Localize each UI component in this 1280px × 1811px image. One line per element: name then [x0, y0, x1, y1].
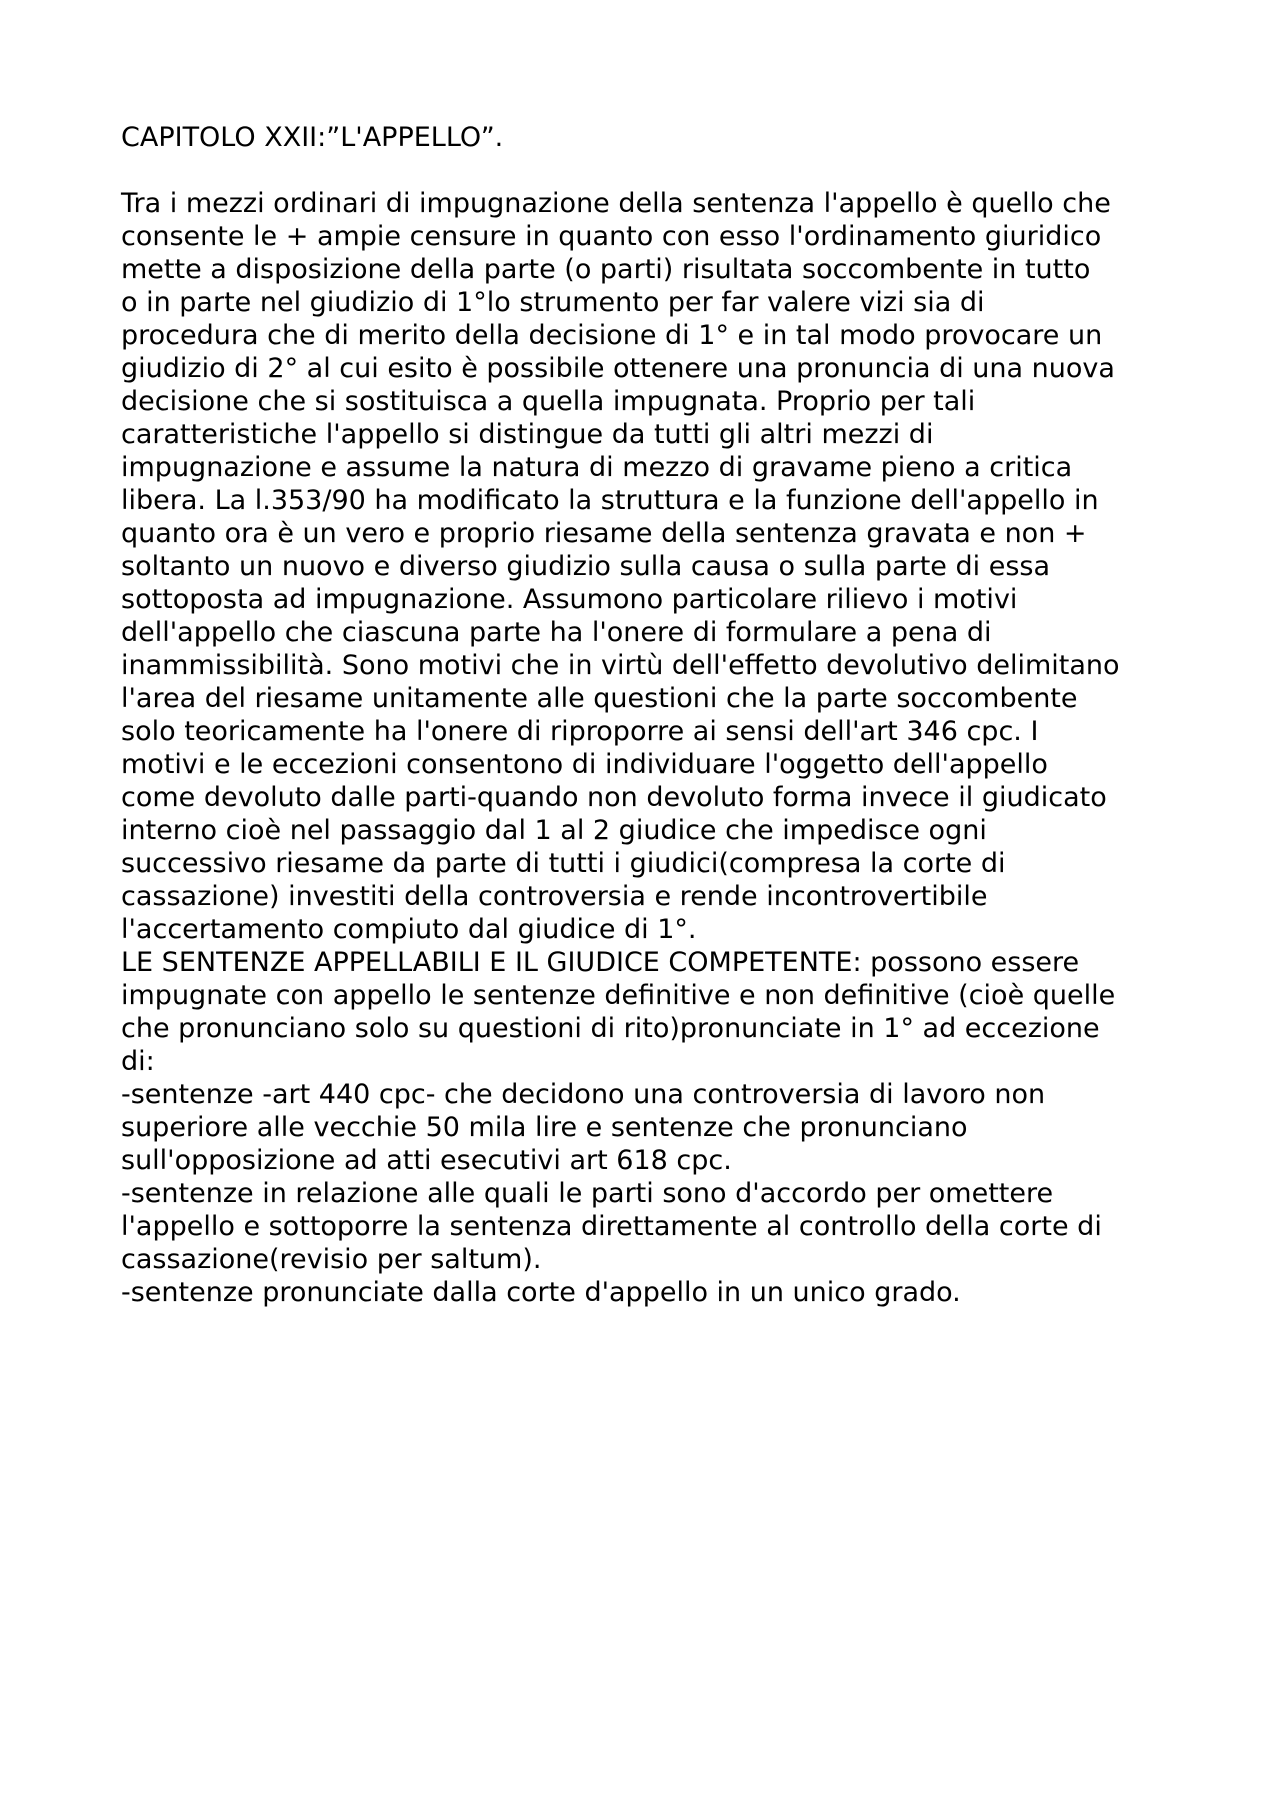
section-heading-line: LE SENTENZE APPELLABILI E IL GIUDICE COMPETENTE: possono essere — [121, 947, 1080, 978]
list-item-line: -sentenze -art 440 cpc- che decidono una controversia di lavoro non — [121, 1079, 1046, 1110]
list-item-line: -sentenze pronunciate dalla corte d'appello in un unico grado. — [121, 1277, 961, 1308]
text-line: caratteristiche l'appello si distingue da tutti gli altri mezzi di — [121, 419, 934, 450]
text-line: superiore alle vecchie 50 mila lire e sentenze che pronunciano — [121, 1112, 968, 1143]
text-line: decisione che si sostituisca a quella impugnata. Proprio per tali — [121, 386, 976, 417]
text-line: dell'appello che ciascuna parte ha l'onere di formulare a pena di — [121, 617, 992, 648]
text-line: cassazione) investiti della controversia e rende incontrovertibile — [121, 881, 988, 912]
text-line: procedura che di merito della decisione di 1° e in tal modo provocare un — [121, 320, 1103, 351]
text-line: l'appello e sottoporre la sentenza direttamente al controllo della corte di — [121, 1211, 1102, 1242]
text-line: inammissibilità. Sono motivi che in virtù dell'effetto devolutivo delimitano — [121, 650, 1120, 681]
list-item-line: -sentenze in relazione alle quali le parti sono d'accordo per omettere — [121, 1178, 1054, 1209]
text-line: sull'opposizione ad atti esecutivi art 618 cpc. — [121, 1145, 732, 1176]
text-line: sottoposta ad impugnazione. Assumono particolare rilievo i motivi — [121, 584, 1018, 615]
text-line: impugnazione e assume la natura di mezzo di gravame pieno a critica — [121, 452, 1073, 483]
text-line: l'accertamento compiuto dal giudice di 1°. — [121, 914, 697, 945]
text-line: quanto ora è un vero e proprio riesame della sentenza gravata e non + — [121, 518, 1087, 549]
document-body — [121, 121, 1181, 1309]
text-line: che pronunciano solo su questioni di rito)pronunciate in 1° ad eccezione — [121, 1013, 1100, 1044]
text-line: libera. La l.353/90 ha modificato la struttura e la funzione dell'appello in — [121, 485, 1099, 516]
text-line: mette a disposizione della parte (o parti) risultata soccombente in tutto — [121, 254, 1091, 285]
text-line: interno cioè nel passaggio dal 1 al 2 giudice che impedisce ogni — [121, 815, 987, 846]
text-line: soltanto un nuovo e diverso giudizio sulla causa o sulla parte di essa — [121, 551, 1051, 582]
text-line: giudizio di 2° al cui esito è possibile ottenere una pronuncia di una nuova — [121, 353, 1115, 384]
text-line: motivi e le eccezioni consentono di individuare l'oggetto dell'appello — [121, 749, 1048, 780]
text-line: di: — [121, 1046, 155, 1077]
chapter-title: CAPITOLO XXII:”L'APPELLO”. — [121, 122, 504, 153]
text-line: Tra i mezzi ordinari di impugnazione della sentenza l'appello è quello che — [121, 188, 1111, 219]
body-text — [121, 187, 1181, 1309]
text-line: o in parte nel giudizio di 1°lo strumento per far valere vizi sia di — [121, 287, 985, 318]
text-line: impugnate con appello le sentenze definitive e non definitive (cioè quelle — [121, 980, 1116, 1011]
text-line: cassazione(revisio per saltum). — [121, 1244, 542, 1275]
text-line: solo teoricamente ha l'onere di riproporre ai sensi dell'art 346 cpc. I — [121, 716, 1039, 747]
text-line: successivo riesame da parte di tutti i giudici(compresa la corte di — [121, 848, 1006, 879]
text-line: l'area del riesame unitamente alle questioni che la parte soccombente — [121, 683, 1078, 714]
text-line: consente le + ampie censure in quanto con esso l'ordinamento giuridico — [121, 221, 1102, 252]
text-line: come devoluto dalle parti-quando non devoluto forma invece il giudicato — [121, 782, 1107, 813]
